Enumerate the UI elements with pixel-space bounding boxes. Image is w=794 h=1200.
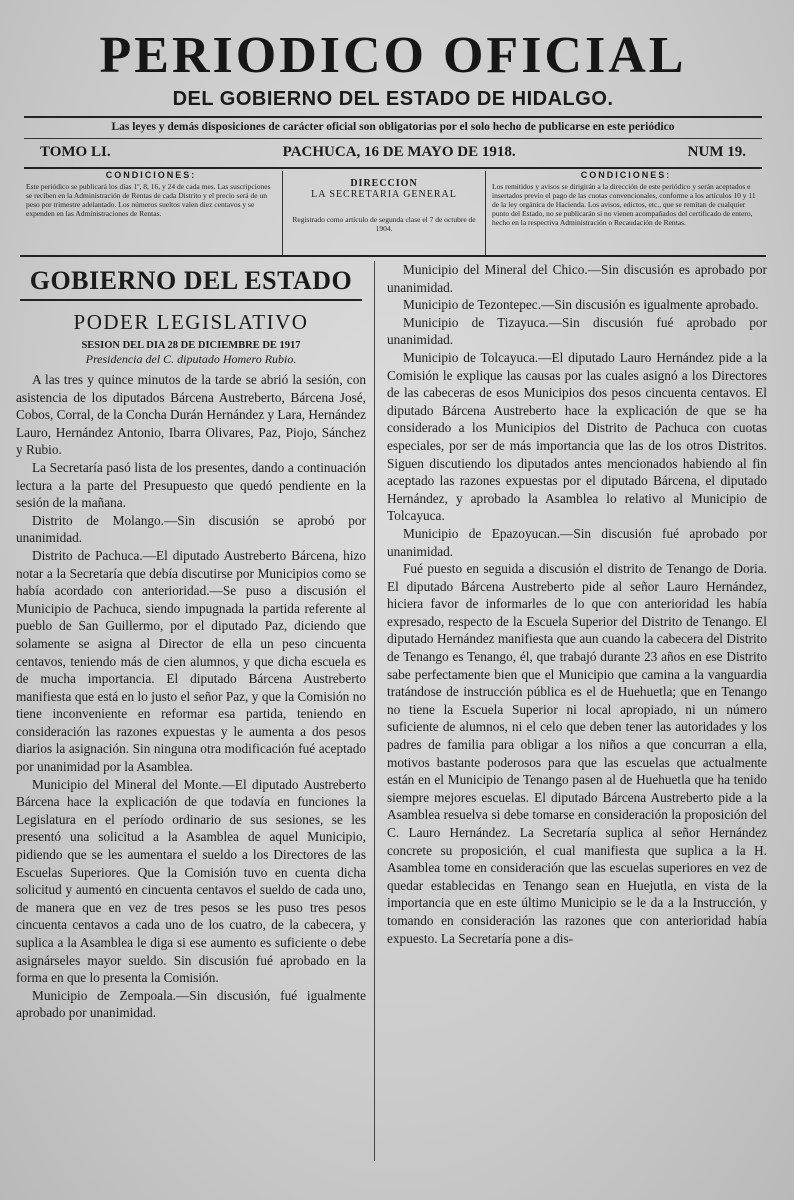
section-rule <box>20 299 362 301</box>
issue-number: NUM 19. <box>687 144 746 160</box>
paragraph: Distrito de Molango.—Sin discusión se aprobó por unanimidad. <box>16 512 366 546</box>
paragraph: Municipio de Tizayuca.—Sin discusión fué aprobado por unanimidad. <box>387 314 767 348</box>
conditions-right-heading: CONDICIONES: <box>580 171 672 180</box>
masthead-rule <box>24 116 762 118</box>
conditions-left <box>20 171 283 255</box>
paragraph: Municipio de Epazoyucan.—Sin discusión fué aprobado por unanimidad. <box>387 525 767 559</box>
session-line: SESION DEL DIA 28 DE DICIEMBRE DE 1917 <box>81 340 301 351</box>
place-date: PACHUCA, 16 DE MAYO DE 1918. <box>282 144 516 160</box>
paragraph: Municipio de Tezontepec.—Sin discusión es igualmente aprobado. <box>403 297 759 313</box>
paragraph: Distrito de Pachuca.—El diputado Austreberto Bárcena, hizo notar a la Secretaría que debía discutirse por Municipios como se había acordado con anterioridad.—Se puso a discusión el Municipio de Pachuca, siendo impugnada la partida referente al pueblo de San Guillermo, por el diputado Paz, diciendo que solamente se asigna al Director de ella un peso cincuenta centavos, teniendo más de cien alumnos, y que dicha escuela es de mucha importancia. El diputado Bárcena Austreberto manifiesta que está en lo justo el señor Paz, y que la Comisión no tiene inconveniente en reformar esa partida, teniendo en consideración las razones expuestas y le aumenta a dos pesos diarios la asignación. Sin ninguna otra modificación fué aceptado por unanimidad por la Asamblea. <box>16 547 366 775</box>
paragraph: Fué puesto en seguida a discusión el distrito de Tenango de Doria. El diputado Bárcena Austreberto pide al señor Lauro Hernández, hiciera favor de informarles de lo que con anterioridad les había expresado, respecto de la Escuela Superior del Distrito de Tenango. El diputado Hernández manifiesta que aun cuando la cabecera del Distrito de Tenango es Tenango, él, que trabajó durante 23 años en ese Distrito sabe perfectamente bien que el Municipio que camina a la vanguardia tratándose de instrucción pública es el de Huehuetla; que en Tenango no tiene la Escuela Superior ni local apropiado, ni un número suficiente de alumnos, ni el celo que deben tener las autoridades y los padres de familia para obligar a los niños a que concurran a ella, motivos bastante poderosos para que las escuelas que actualmente están en el Municipio de Tenango pasen al de Huehuetla que ha tenido siempre mejores escuelas. El diputado Bárcena Austreberto pide a la Asamblea resuelva si debe tomarse en consideración la proposición del C. Lauro Hernández. La Secretaría suplica al señor Hernández concrete su proposición, el cual manifiesta que suplica a la H. Asamblea tome en consideración que las escuelas superiores en vez de quedar establecidas en Tenango sean en Huejutla, en vista de la importancia que en este último Municipio se le da a la Instrucción, y tomando en consideración las razones que con anterioridad había expuesto. La Secretaría pone a dis- <box>387 561 767 946</box>
paragraph: La Secretaría pasó lista de los presentes, dando a continuación lectura a la parte del Presupuesto que quedó pendiente en la sesión de la mañana. <box>16 459 366 511</box>
article-columns <box>16 261 770 1161</box>
direction-secretaria: LA SECRETARIA GENERAL <box>311 189 457 200</box>
conditions-left-text: Este periódico se publicará los días 1º, 8, 16, y 24 de cada mes. Las suscripciones se reciben en la Administración de Rentas de cada Distrito y el precio será de un peso por trimestre adelantado. Los números sueltos valen diez centavos y se expenden en las Administraciones de Rentas. <box>26 182 271 218</box>
right-column <box>375 261 767 1161</box>
conditions-row <box>20 171 766 257</box>
notice-rule <box>24 138 762 139</box>
issue-line <box>40 141 746 163</box>
masthead-subtitle: DEL GOBIERNO DEL ESTADO DE HIDALGO. <box>172 88 614 110</box>
paragraph: Municipio de Zempoala.—Sin discusión, fué igualmente aprobado por unanimidad. <box>16 987 366 1021</box>
paragraph: Municipio del Mineral del Monte.—El diputado Austreberto Bárcena hace la explicación de que todavía en funciones la Legislatura en el período ordinario de sus sesiones, se les presentó una solicitud a la Asamblea de aquel Municipio, pidiendo que se les aumentara el sueldo a los Directores de las Escuelas Superiores. Que la Comisión tuvo en cuenta dicha solicitud y aumentó en cincuenta centavos el sueldo de cada uno, de manera que en vez de tres pesos se les puso tres pesos cincuenta centavos a cada uno de los cuatro, de la cabecera, y suplica a la Asamblea le diga si ese aumento es suficiente o debe asignárseles mayor sueldo. Sin discusión fué aprobado en la forma en que lo presenta la Comisión. <box>16 776 366 986</box>
conditions-right-text: Los remitidos y avisos se dirigirán a la dirección de este periódico y serán aceptados e insertados previo el pago de las cuotas convencionales, conforme a los artículos 10 y 11 de la ley orgánica de Hacienda. Los avisos, edictos, etc., que se remitan de cualquier punto del Estado, no se publicarán si no vienen acompañados del certificado de entero, hecho en la respectiva Administración o Recaudación de Rentas. <box>492 182 756 227</box>
section-title: GOBIERNO DEL ESTADO <box>29 266 353 295</box>
registration-note: Registrado como artículo de segunda clase el 7 de octubre de 1904. <box>292 215 476 233</box>
issue-rule <box>24 167 762 169</box>
paragraph: Municipio del Mineral del Chico.—Sin discusión es aprobado por unanimidad. <box>387 262 767 295</box>
conditions-right <box>486 171 766 255</box>
left-column <box>16 261 375 1161</box>
masthead-title: PERIODICO OFICIAL <box>99 27 687 84</box>
legal-notice: Las leyes y demás disposiciones de carácter oficial son obligatorias por el solo hecho de publicarse en este periódico <box>111 121 675 133</box>
tomo-label: TOMO LI. <box>40 144 111 160</box>
conditions-left-heading: CONDICIONES: <box>105 171 197 180</box>
direction-heading: DIRECCION <box>350 178 418 189</box>
conditions-direction <box>283 171 486 255</box>
poder-legislativo-heading: PODER LEGISLATIVO <box>73 310 309 334</box>
presidency-line: Presidencia del C. diputado Homero Rubio. <box>85 352 297 366</box>
paragraph: Municipio de Tolcayuca.—El diputado Lauro Hernández pide a la Comisión le explique las causas por las cuales asignó a los Directores de las cabeceras de esos Municipios dos pesos cincuenta centavos. El diputado Bárcena Austreberto hace la explicación de que se ha considerado a los Municipios del Distrito de Pachuca con cuotas especiales, por ser de más importancia que las de los otros Distritos. Siguen discutiendo los diputados antes mencionados habiendo al fin aceptado las razones expuestas por el diputado Bárcena, el diputado Hernández, y aprobado la Asamblea lo relativo al Municipio de Tolcayuca. <box>387 349 767 524</box>
paragraph: A las tres y quince minutos de la tarde se abrió la sesión, con asistencia de los diputados Bárcena Austreberto, Bárcena José, Cobos, Corral, de la Concha Durán Hernández y Lara, Hernández Lauro, Hernández Antonio, Ibarra Olivares, Paz, Piojo, Sánchez y Rubio. <box>16 372 367 458</box>
